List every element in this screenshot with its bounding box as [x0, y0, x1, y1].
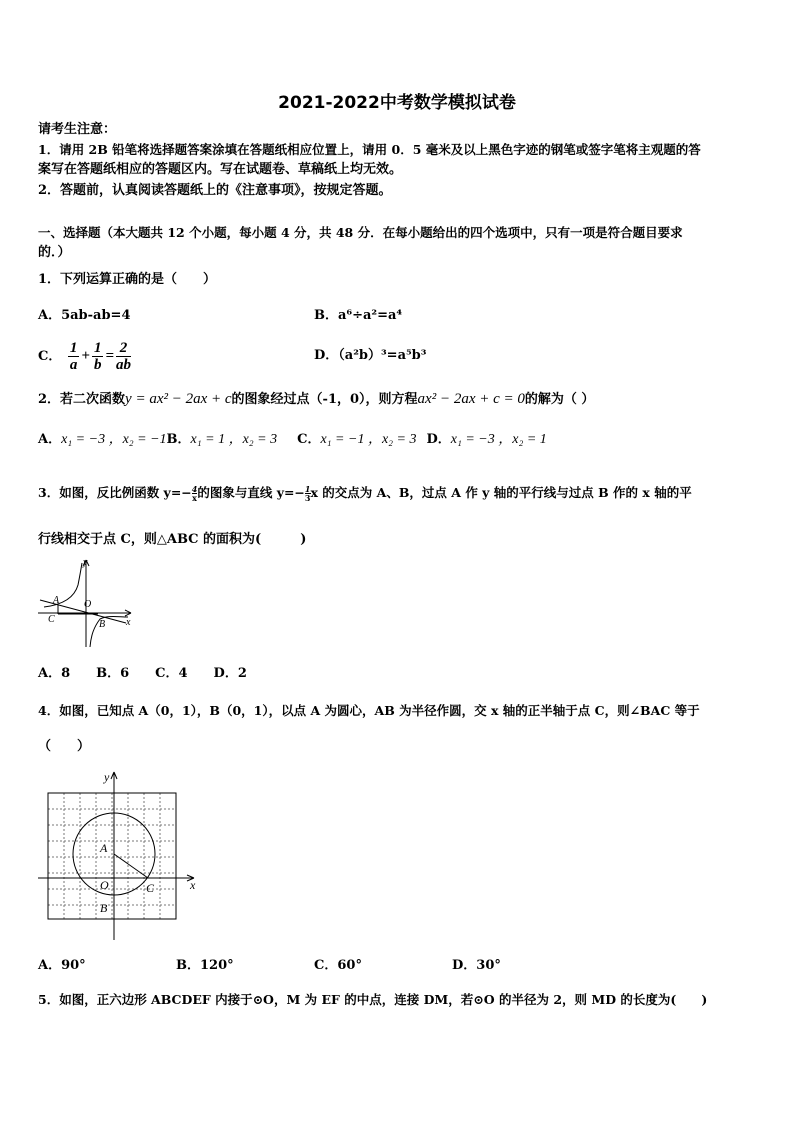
q1-fraction-2-den: b: [93, 357, 102, 373]
q4-stem-line-2: （ ）: [38, 739, 91, 754]
q1-plus: +: [81, 348, 90, 364]
section-heading-line-2: 的．）: [38, 245, 71, 260]
q4-grid: [48, 793, 176, 919]
q1-option-d: D．（a²b）³=a⁵b³: [314, 348, 427, 363]
q1-fraction-2-num: 1: [93, 340, 102, 356]
q2-function-expression: y = ax² − 2ax + c: [125, 391, 232, 407]
section-heading-line-1: 一、选择题（本大题共 12 个小题，每小题 4 分，共 48 分．在每小题给出的四个选项中，只有一项是符合题目要求: [38, 225, 683, 240]
q4-option-a: A．90°: [38, 958, 86, 973]
q2-option-a-label: A．: [38, 432, 62, 447]
q1-fraction-3-den: ab: [116, 357, 132, 373]
q3-fraction-2-num: 1: [304, 484, 311, 494]
q2-option-b-label: B．: [166, 432, 191, 447]
q3-stem-line-2: 行线相交于点 C，则△ABC 的面积为( ): [38, 532, 307, 547]
q1-fraction-3: [116, 340, 131, 373]
q1-fraction-1-den: a: [69, 357, 78, 373]
q3-label-b: B: [99, 619, 106, 630]
q3-stem-part-3: x 的交点为 A、B，过点 A 作 y 轴的平行线与过点 B 作的 x 轴的平: [310, 485, 692, 500]
q1-fraction-1-num: 1: [69, 340, 78, 356]
q2-stem-part-2: 的图象经过点（-1，0），则方程: [231, 392, 418, 407]
q1-option-b: B．a⁶÷a²=a⁴: [314, 308, 403, 323]
q1-option-a: A．5ab-ab=4: [38, 308, 131, 323]
q3-label-c: C: [48, 614, 55, 625]
q2-options: [38, 431, 547, 449]
q2-equation-expression: ax² − 2ax + c = 0: [417, 391, 525, 407]
q3-label-a: A: [53, 595, 60, 606]
q2-stem: [38, 390, 594, 409]
q3-label-o: O: [84, 599, 92, 610]
q4-label-o: O: [100, 878, 109, 892]
q3-fraction-1-den: x: [192, 493, 197, 503]
q4-label-c: C: [146, 881, 155, 895]
notice-line-2: 案写在答题纸相应的答题区内。写在试题卷、草稿纸上均无效。: [38, 162, 403, 177]
q1-option-c: [38, 338, 133, 375]
q2-option-b-value: x₁ = 1 ，x₂ = 3: [190, 432, 278, 447]
notice-line-1: 1．请用 2B 铅笔将选择题答案涂填在答题纸相应位置上，请用 0．5 毫米及以上黑色字迹的钢笔或签字笔将主观题的答: [38, 142, 701, 157]
q1-option-c-label: C．: [38, 349, 62, 364]
notice-heading: 请考生注意：: [38, 122, 117, 137]
notice-line-3: 2．答题前，认真阅读答题纸上的《注意事项》，按规定答题。: [38, 183, 392, 198]
q4-grid-border: [48, 793, 176, 919]
q4-label-y: y: [104, 770, 110, 784]
q4-segment-ac: [114, 854, 148, 878]
q1-equals: =: [105, 348, 115, 364]
q2-stem-part-3: 的解为（ ）: [524, 392, 595, 407]
q2-option-d-value: x₁ = −3 ，x₂ = 1: [450, 432, 547, 447]
q3-figure: [36, 555, 136, 655]
q3-hyperbola-left: [44, 563, 82, 607]
q2-option-c-value: x₁ = −1 ，x₂ = 3: [320, 432, 417, 447]
q1-stem: 1．下列运算正确的是（ ）: [38, 272, 217, 287]
q2-option-a-value: x₁ = −3 ，x₂ = −1: [61, 432, 167, 447]
page-title: 2021-2022中考数学模拟试卷: [278, 93, 516, 113]
q3-fraction-2-den: 3: [304, 493, 311, 503]
q1-fraction-3-num: 2: [116, 340, 131, 357]
q3-stem-part-1: 3．如图，反比例函数 y=−: [38, 485, 192, 500]
q4-stem-line-1: 4．如图，已知点 A（0，1），B（0，1），以点 A 为圆心，AB 为半径作圆，交 x 轴的正半轴于点 C，则∠BAC 等于: [38, 703, 700, 718]
q3-label-x: x: [126, 617, 131, 628]
q1-fraction-2: [92, 340, 104, 373]
q2-option-c-label: C．: [297, 432, 321, 447]
q4-option-d: D．30°: [452, 958, 501, 973]
q4-option-b: B．120°: [176, 958, 234, 973]
q1-fraction-1: [68, 340, 80, 373]
q3-stem-part-2: 的图象与直线 y=−: [197, 485, 305, 500]
q2-option-d-label: D．: [426, 432, 451, 447]
q3-stem-line-1: [38, 484, 692, 502]
q3-hyperbola-right: [90, 617, 128, 648]
q2-stem-part-1: 2．若二次函数: [38, 392, 126, 407]
q4-figure: [34, 764, 204, 944]
q4-label-x: x: [190, 878, 196, 892]
q3-options: A．8 B．6 C．4 D．2: [38, 666, 247, 681]
q5-stem: 5．如图，正六边形 ABCDEF 内接于⊙O，M 为 EF 的中点，连接 DM，若⊙O 的半径为 2，则 MD 的长度为( ): [38, 992, 708, 1007]
q4-label-a: A: [100, 841, 108, 855]
q3-fraction-1-num: 4: [191, 484, 198, 494]
q3-label-y: y: [83, 557, 88, 568]
q4-option-c: C．60°: [314, 958, 362, 973]
q4-label-b: B: [100, 901, 108, 915]
